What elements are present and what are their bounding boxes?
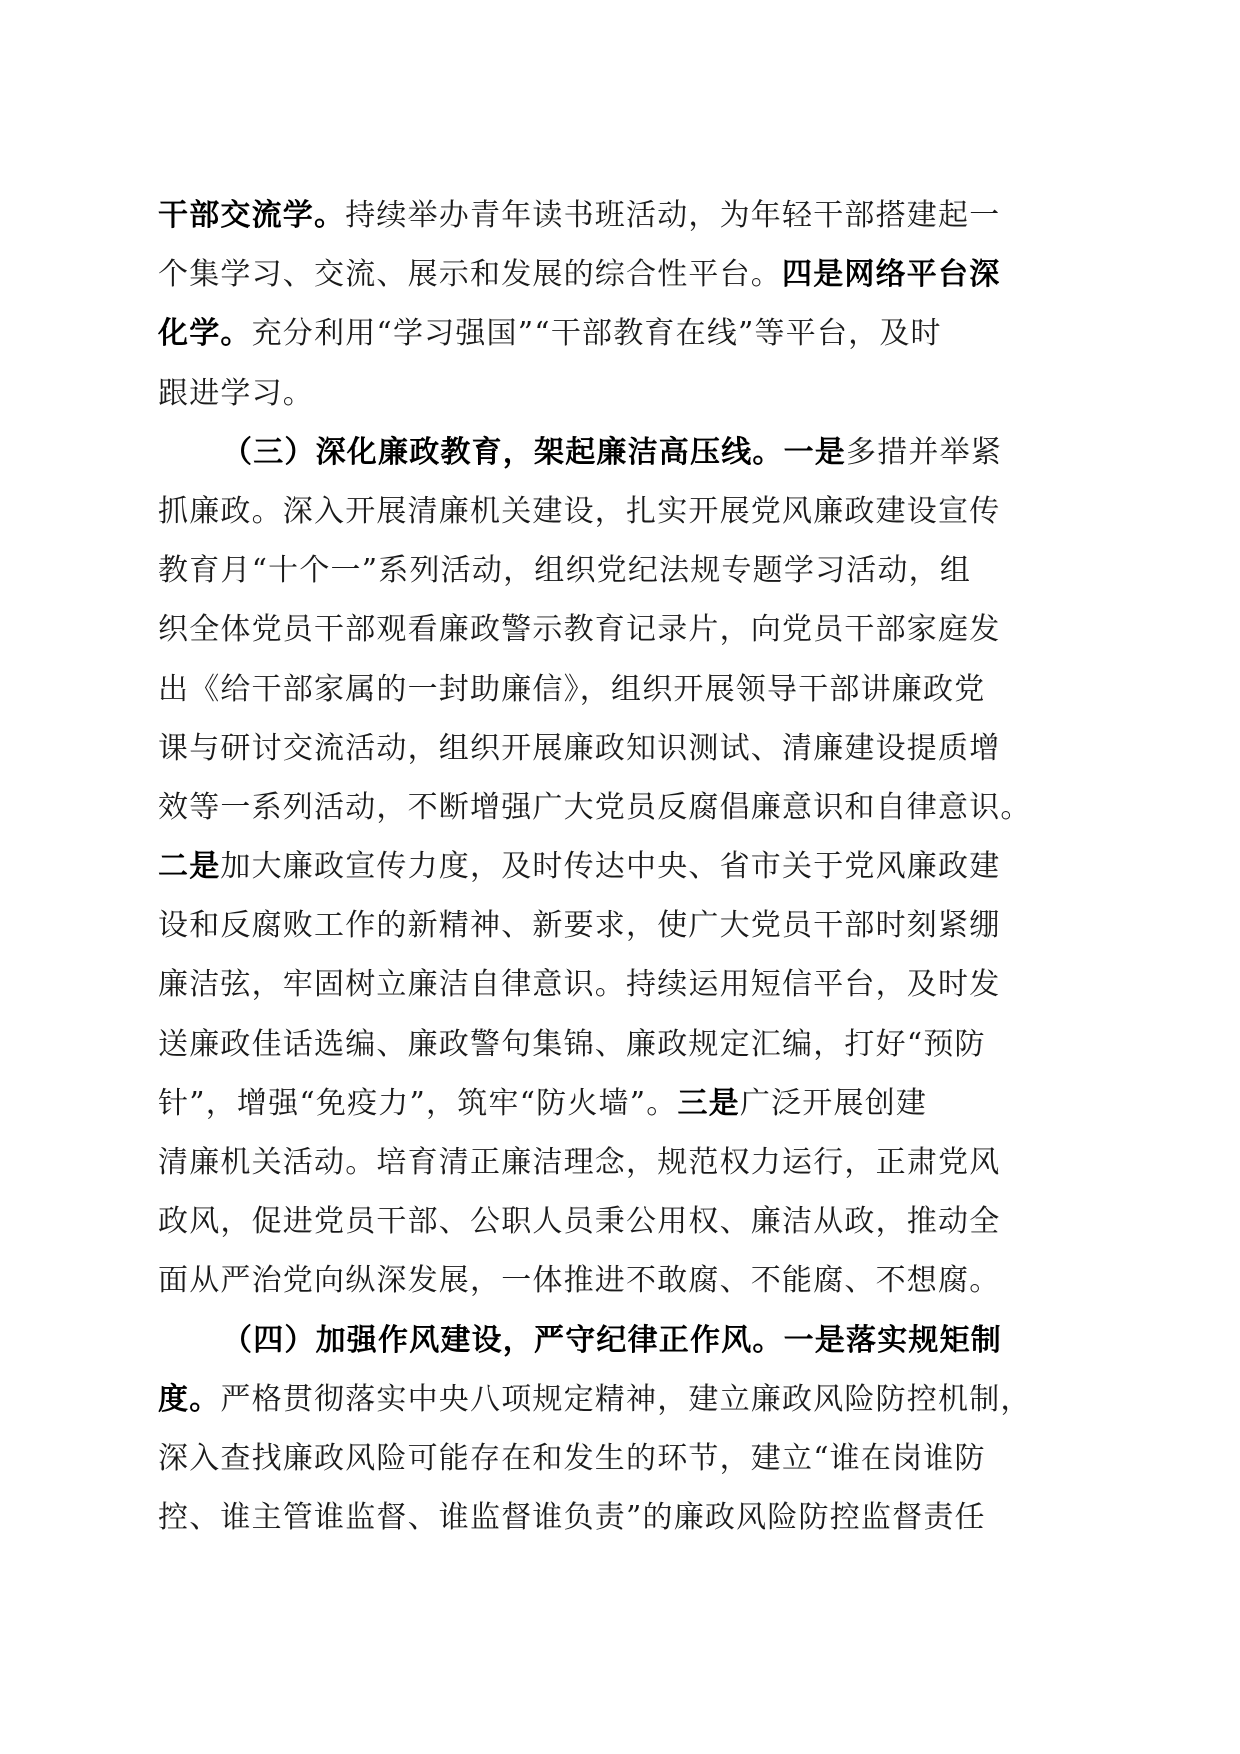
bold-run: （三）深化廉政教育，架起廉洁高压线。 <box>222 434 784 470</box>
text-line <box>158 1488 1058 1547</box>
text-run: 针”，增强“免疫力”，筑牢“防火墙”。 <box>158 1085 678 1121</box>
text-run: 教育月“十个一”系列活动，组织党纪法规专题学习活动，组 <box>158 553 972 589</box>
text-line <box>158 1192 1058 1251</box>
bold-run: 度。 <box>158 1381 221 1417</box>
text-run: 持续举办青年读书班活动，为年轻干部搭建起一 <box>345 198 1001 233</box>
text-line <box>158 186 1058 245</box>
text-line <box>158 1074 1058 1133</box>
text-run: 多措并举紧 <box>846 434 1003 470</box>
text-line <box>158 896 1058 955</box>
text-line <box>158 304 1058 363</box>
body-text <box>158 186 1058 1547</box>
text-run: 清廉机关活动。培育清正廉洁理念，规范权力运行，正肃党风 <box>158 1145 1001 1180</box>
text-run: 送廉政佳话选编、廉政警句集锦、廉政规定汇编，打好“预防 <box>158 1026 986 1062</box>
text-run: 廉洁弦，牢固树立廉洁自律意识。持续运用短信平台，及时发 <box>158 967 1001 1003</box>
text-run: 抓廉政。深入开展清廉机关建设，扎实开展党风廉政建设宣传 <box>158 493 1001 529</box>
text-run: 出《给干部家属的一封助廉信》，组织开展领导干部讲廉政党 <box>158 671 986 707</box>
text-line <box>158 541 1058 600</box>
text-line <box>158 955 1058 1014</box>
text-line <box>158 778 1058 837</box>
bold-run: 四是网络平台深 <box>782 257 1001 293</box>
text-line <box>158 1133 1058 1192</box>
text-run: 课与研讨交流活动，组织开展廉政知识测试、清廉建设提质增 <box>158 730 1001 766</box>
text-run: 严格贯彻落实中央八项规定精神，建立廉政风险防控机制， <box>220 1381 1032 1417</box>
text-line <box>158 837 1058 896</box>
text-run: 面从严治党向纵深发展，一体推进不敢腐、不能腐、不想腐。 <box>158 1263 1001 1299</box>
text-line <box>158 660 1058 719</box>
text-run: 个集学习、交流、展示和发展的综合性平台。 <box>158 257 782 293</box>
bold-run: （四）加强作风建设，严守纪律正作风。一是落实规矩制 <box>222 1322 1002 1358</box>
text-line <box>158 245 1058 304</box>
text-run: 效等一系列活动，不断增强广大党员反腐倡廉意识和自律意识。 <box>158 789 1032 825</box>
text-line <box>158 719 1058 778</box>
bold-run: 三是 <box>677 1085 740 1121</box>
text-line <box>158 364 1058 423</box>
text-line <box>158 600 1058 659</box>
text-line <box>158 482 1058 541</box>
text-line <box>158 1370 1058 1429</box>
bold-run: 化学。 <box>158 316 252 352</box>
bold-run: 一是 <box>783 434 847 470</box>
text-run: 广泛开展创建 <box>739 1085 928 1121</box>
text-run: 跟进学习。 <box>158 375 314 411</box>
section-heading-4 <box>158 1311 1058 1370</box>
text-line <box>158 1015 1058 1074</box>
text-run: 设和反腐败工作的新精神、新要求，使广大党员干部时刻紧绷 <box>158 908 1001 944</box>
text-line <box>158 1429 1058 1488</box>
text-run: 深入查找廉政风险可能存在和发生的环节，建立“谁在岗谁防 <box>158 1440 986 1476</box>
text-run: 织全体党员干部观看廉政警示教育记录片，向党员干部家庭发 <box>158 612 1001 648</box>
bold-run: 二是 <box>158 849 221 885</box>
text-run: 充分利用“学习强国”“干部教育在线”等平台，及时 <box>251 316 942 352</box>
text-run: 加大廉政宣传力度，及时传达中央、省市关于党风廉政建 <box>220 849 1001 885</box>
text-run: 控、谁主管谁监督、谁监督谁负责”的廉政风险防控监督责任 <box>158 1500 986 1536</box>
text-line <box>158 1251 1058 1310</box>
bold-run: 干部交流学。 <box>158 198 346 233</box>
section-heading-3 <box>158 423 1058 482</box>
text-run: 政风，促进党员干部、公职人员秉公用权、廉洁从政，推动全 <box>158 1204 1001 1240</box>
